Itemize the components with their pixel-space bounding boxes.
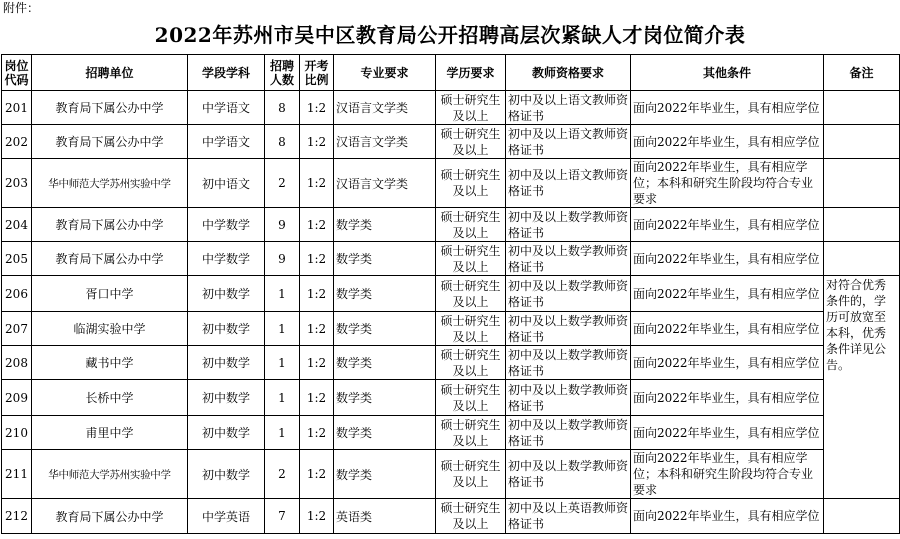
table-body	[2, 91, 900, 534]
cell-qualification: 初中及以上数学教师资格证书	[506, 380, 631, 416]
cell-remark	[824, 125, 900, 159]
cell-remark	[824, 242, 900, 276]
cell-subject: 初中语文	[188, 159, 265, 208]
cell-ratio: 1:2	[300, 159, 334, 208]
cell-qualification: 初中及以上数学教师资格证书	[506, 242, 631, 276]
cell-ratio: 1:2	[300, 450, 334, 499]
table-row	[2, 416, 900, 450]
cell-education: 硕士研究生及以上	[436, 450, 506, 499]
cell-code: 205	[2, 242, 32, 276]
cell-unit: 长桥中学	[32, 380, 188, 416]
table-row	[2, 499, 900, 534]
cell-unit: 胥口中学	[32, 276, 188, 312]
cell-code: 211	[2, 450, 32, 499]
cell-code: 212	[2, 499, 32, 534]
cell-code: 208	[2, 346, 32, 380]
header-count: 招聘人数	[265, 55, 300, 91]
cell-code: 209	[2, 380, 32, 416]
remark-note: 对符合优秀条件的，学历可放宽至本科，优秀条件详见公告。	[824, 276, 900, 499]
cell-subject: 中学英语	[188, 499, 265, 534]
cell-unit: 藏书中学	[32, 346, 188, 380]
cell-education: 硕士研究生及以上	[436, 159, 506, 208]
cell-other: 面向2022年毕业生，具有相应学位；本科和研究生阶段均符合专业要求	[631, 159, 824, 208]
cell-code: 207	[2, 312, 32, 346]
cell-subject: 中学数学	[188, 242, 265, 276]
cell-remark	[824, 91, 900, 125]
cell-other: 面向2022年毕业生，具有相应学位	[631, 499, 824, 534]
cell-ratio: 1:2	[300, 125, 334, 159]
table-row	[2, 208, 900, 242]
cell-count: 7	[265, 499, 300, 534]
cell-code: 210	[2, 416, 32, 450]
header-code: 岗位代码	[2, 55, 32, 91]
table-row	[2, 346, 900, 380]
cell-subject: 初中数学	[188, 276, 265, 312]
cell-count: 8	[265, 125, 300, 159]
cell-qualification: 初中及以上数学教师资格证书	[506, 346, 631, 380]
cell-qualification: 初中及以上语文教师资格证书	[506, 159, 631, 208]
cell-unit: 教育局下属公办中学	[32, 91, 188, 125]
cell-count: 9	[265, 208, 300, 242]
cell-other: 面向2022年毕业生，具有相应学位	[631, 416, 824, 450]
cell-education: 硕士研究生及以上	[436, 208, 506, 242]
page-title: 2022年苏州市吴中区教育局公开招聘高层次紧缺人才岗位简介表	[154, 23, 746, 47]
cell-subject: 中学数学	[188, 208, 265, 242]
cell-ratio: 1:2	[300, 416, 334, 450]
cell-major: 汉语言文学类	[334, 159, 436, 208]
cell-other: 面向2022年毕业生，具有相应学位	[631, 91, 824, 125]
cell-count: 1	[265, 276, 300, 312]
cell-major: 数学类	[334, 416, 436, 450]
cell-remark	[824, 208, 900, 242]
cell-count: 2	[265, 450, 300, 499]
cell-subject: 中学语文	[188, 125, 265, 159]
positions-table	[1, 54, 900, 534]
cell-unit: 教育局下属公办中学	[32, 242, 188, 276]
cell-subject: 初中数学	[188, 416, 265, 450]
cell-education: 硕士研究生及以上	[436, 312, 506, 346]
cell-code: 201	[2, 91, 32, 125]
table-row	[2, 91, 900, 125]
cell-unit: 临湖实验中学	[32, 312, 188, 346]
table-row	[2, 159, 900, 208]
cell-ratio: 1:2	[300, 312, 334, 346]
attachment-label: 附件：	[3, 1, 40, 15]
header-unit: 招聘单位	[32, 55, 188, 91]
cell-count: 1	[265, 346, 300, 380]
cell-major: 英语类	[334, 499, 436, 534]
cell-qualification: 初中及以上数学教师资格证书	[506, 450, 631, 499]
cell-ratio: 1:2	[300, 499, 334, 534]
cell-other: 面向2022年毕业生，具有相应学位	[631, 276, 824, 312]
table-row	[2, 450, 900, 499]
cell-subject: 初中数学	[188, 450, 265, 499]
cell-subject: 初中数学	[188, 346, 265, 380]
cell-major: 数学类	[334, 380, 436, 416]
cell-other: 面向2022年毕业生，具有相应学位	[631, 208, 824, 242]
cell-education: 硕士研究生及以上	[436, 91, 506, 125]
cell-remark	[824, 499, 900, 534]
cell-ratio: 1:2	[300, 276, 334, 312]
table-row	[2, 380, 900, 416]
cell-count: 9	[265, 242, 300, 276]
cell-major: 数学类	[334, 208, 436, 242]
cell-count: 8	[265, 91, 300, 125]
cell-ratio: 1:2	[300, 380, 334, 416]
cell-remark	[824, 159, 900, 208]
header-major: 专业要求	[334, 55, 436, 91]
cell-other: 面向2022年毕业生，具有相应学位	[631, 346, 824, 380]
cell-major: 数学类	[334, 450, 436, 499]
header-row	[2, 55, 900, 91]
cell-major: 汉语言文学类	[334, 125, 436, 159]
cell-major: 数学类	[334, 312, 436, 346]
table-row	[2, 125, 900, 159]
cell-qualification: 初中及以上数学教师资格证书	[506, 416, 631, 450]
header-other: 其他条件	[631, 55, 824, 91]
cell-major: 数学类	[334, 346, 436, 380]
cell-qualification: 初中及以上语文教师资格证书	[506, 125, 631, 159]
cell-count: 1	[265, 312, 300, 346]
cell-other: 面向2022年毕业生，具有相应学位	[631, 125, 824, 159]
cell-code: 206	[2, 276, 32, 312]
cell-qualification: 初中及以上数学教师资格证书	[506, 312, 631, 346]
cell-education: 硕士研究生及以上	[436, 380, 506, 416]
header-education: 学历要求	[436, 55, 506, 91]
cell-qualification: 初中及以上语文教师资格证书	[506, 91, 631, 125]
cell-other: 面向2022年毕业生，具有相应学位	[631, 242, 824, 276]
cell-count: 1	[265, 380, 300, 416]
cell-major: 数学类	[334, 242, 436, 276]
cell-code: 202	[2, 125, 32, 159]
cell-unit: 华中师范大学苏州实验中学	[32, 159, 188, 208]
cell-other: 面向2022年毕业生，具有相应学位；本科和研究生阶段均符合专业要求	[631, 450, 824, 499]
cell-unit: 教育局下属公办中学	[32, 499, 188, 534]
cell-ratio: 1:2	[300, 242, 334, 276]
header-subject: 学段学科	[188, 55, 265, 91]
cell-unit: 甫里中学	[32, 416, 188, 450]
cell-subject: 初中数学	[188, 312, 265, 346]
cell-education: 硕士研究生及以上	[436, 276, 506, 312]
cell-other: 面向2022年毕业生，具有相应学位	[631, 312, 824, 346]
cell-qualification: 初中及以上英语教师资格证书	[506, 499, 631, 534]
cell-code: 203	[2, 159, 32, 208]
cell-ratio: 1:2	[300, 91, 334, 125]
cell-qualification: 初中及以上数学教师资格证书	[506, 208, 631, 242]
cell-major: 数学类	[334, 276, 436, 312]
cell-subject: 中学语文	[188, 91, 265, 125]
cell-count: 2	[265, 159, 300, 208]
cell-other: 面向2022年毕业生，具有相应学位	[631, 380, 824, 416]
cell-subject: 初中数学	[188, 380, 265, 416]
header-qualification: 教师资格要求	[506, 55, 631, 91]
table-row	[2, 276, 900, 312]
cell-unit: 华中师范大学苏州实验中学	[32, 450, 188, 499]
cell-education: 硕士研究生及以上	[436, 499, 506, 534]
table-row	[2, 312, 900, 346]
cell-education: 硕士研究生及以上	[436, 346, 506, 380]
cell-education: 硕士研究生及以上	[436, 125, 506, 159]
cell-count: 1	[265, 416, 300, 450]
cell-unit: 教育局下属公办中学	[32, 208, 188, 242]
cell-major: 汉语言文学类	[334, 91, 436, 125]
table-row	[2, 242, 900, 276]
cell-education: 硕士研究生及以上	[436, 416, 506, 450]
header-ratio: 开考比例	[300, 55, 334, 91]
cell-education: 硕士研究生及以上	[436, 242, 506, 276]
cell-code: 204	[2, 208, 32, 242]
cell-ratio: 1:2	[300, 208, 334, 242]
cell-qualification: 初中及以上数学教师资格证书	[506, 276, 631, 312]
cell-ratio: 1:2	[300, 346, 334, 380]
header-remark: 备注	[824, 55, 900, 91]
cell-unit: 教育局下属公办中学	[32, 125, 188, 159]
